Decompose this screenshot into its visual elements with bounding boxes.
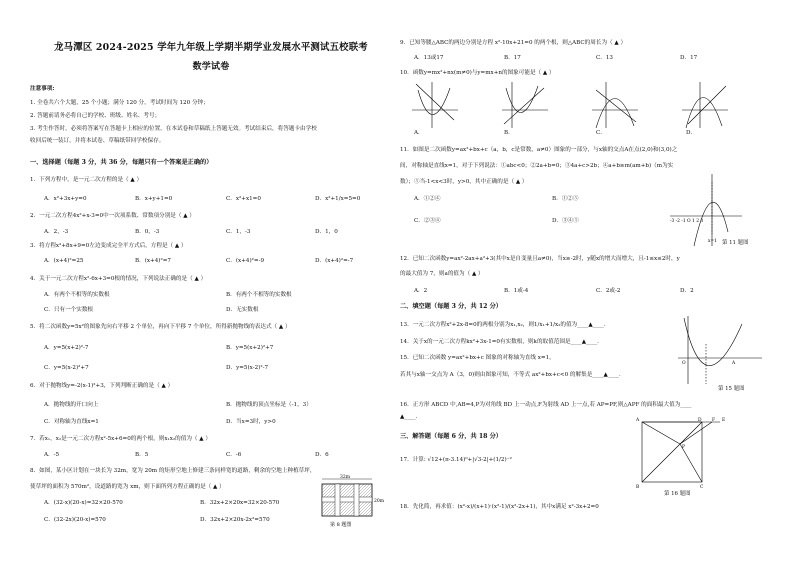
option: A．2，-3 (44, 229, 69, 235)
figure-8-road-diagram (316, 472, 382, 532)
note-item: 1. 全卷共六个大题，25 个小题；满分 120 分，考试时间为 120 分钟； (30, 100, 209, 106)
question-4: 4．关于一元二次方程x²-6x+3=0根的情况，下列说法正确的是（ ▲ ） (30, 276, 207, 282)
option: D． (686, 130, 697, 136)
option: A．(x+4)²=25 (44, 258, 84, 264)
option: C．②③④ (414, 218, 441, 224)
question-17: 17．计算: √12+(π-3.14)⁰+|√3-2|+(1/2)⁻² (400, 457, 512, 463)
option: A．x²+3x+y=0 (44, 196, 87, 202)
question-11-cont: 数）；⑤当-1<x<3时，y>0，其中正确的是（ ▲ ） (400, 179, 528, 185)
option: D．当x=3时，y>0 (226, 419, 276, 425)
option: A．13或17 (414, 55, 444, 61)
question-11-cont: 间，对称轴是直线x=1，对于下列说法：①abc<0；②2a+b=0；③4a+c>2b；④a+b≥m(am+b)（m为实 (400, 163, 674, 169)
option: C． (596, 130, 606, 136)
option: B．(x+4)²=7 (135, 258, 171, 264)
option: D．6 (315, 452, 329, 458)
question-9: 9．已知等腰△ABC的两边分别是方程 x²-10x+21=0 的两个根，则△ABC的周长为（ ▲ ） (400, 40, 627, 46)
svg-text:C: C (700, 485, 704, 490)
question-6: 6．对于抛物线y=-2(x-1)²+3，下列判断正确的是（ ▲ ） (30, 383, 174, 389)
option: B． (504, 130, 514, 136)
option: A．2 (414, 288, 428, 294)
svg-text:E: E (722, 418, 726, 423)
question-16-cont: ▲____． (400, 414, 422, 420)
section-heading: 一、选择题（每题 3 分，共 36 分，每题只有一个答案是正确的） (30, 159, 213, 166)
question-10: 10．函数y=mx²+nx(m≠0)与y=mx+n的图象可能是（ ▲ ） (400, 70, 555, 76)
option: D．无实数根 (226, 307, 259, 313)
question-1: 1．下列方程中，是一元二次方程的是（ ▲ ） (30, 177, 143, 183)
option: A．有两个不相等的实数根 (44, 292, 110, 298)
notes-heading: 注意事项: (30, 86, 55, 92)
option: B．0，-3 (135, 229, 160, 235)
fig15-caption: 第 15 题图 (718, 386, 745, 392)
question-12-cont: 的最大值为 7，则a的值为（ ▲ ） (400, 271, 484, 277)
figure-11-parabola (668, 172, 744, 248)
fig11-axis-label: x=1 (708, 239, 717, 244)
question-8-cont: 使草坪的面积为 570m²，设道路的宽为 xm，则下面所列方程正确的是（ ▲ ） (30, 484, 225, 490)
svg-text:F: F (712, 418, 716, 423)
fig8-caption: 第 8 题图 (330, 522, 352, 528)
option: B．32x+2×20x=32×20-570 (200, 500, 280, 506)
question-3: 3．将方程x²+8x+9=0左边变成完全平方式后，方程是（ ▲ ） (30, 243, 187, 249)
fig16-caption: 第 16 题图 (664, 491, 691, 497)
question-7: 7．若x₁，x₂是一元二次方程x²-5x+6=0的两个根，则x₁x₂的值为（ ▲ ） (30, 436, 211, 442)
option: C．2或-2 (596, 288, 621, 294)
note-item: 3. 考生作答时，必须将答案写在答题卡上相应的位置，在本试卷和草稿纸上答题无效。考试结束后，将答题卡由学校 (30, 126, 317, 132)
option: C．y=5(x-2)²+7 (44, 365, 89, 371)
figure-15-parabola (676, 314, 764, 390)
question-16: 16．正方形 ABCD 中,AB=4,P为对角线 BD 上一动点,F为射线 AD 上一点,若 AP=PF,则△APF 的面积最大值为____ (400, 402, 692, 408)
option: A．抛物线的开口向上 (44, 402, 99, 408)
option: C．x²+x1=0 (226, 196, 261, 202)
option: A．①②④ (414, 196, 441, 202)
option: D．x²+1/x=5=0 (315, 196, 361, 202)
svg-text:D: D (698, 418, 702, 423)
fig11-caption: 第 11 题图 (722, 240, 749, 246)
option: C．13 (596, 55, 613, 61)
option: D．17 (680, 55, 698, 61)
option: B．有两个不相等的实数根 (226, 292, 292, 298)
question-5: 5．将二次函数y=5x²的图象先向右平移 2 个单位，再向下平移 7 个单位，所得新抛物线的表达式（ ▲ ） (30, 324, 291, 330)
question-10-graphs (410, 80, 770, 138)
svg-text:-3 -2 -1 O 1 2 3: -3 -2 -1 O 1 2 3 (670, 219, 704, 224)
option: D．32x+2×20x-2x²=570 (200, 517, 270, 523)
option: C．对称轴为直线x=1 (44, 419, 99, 425)
question-18: 18．先化简，再求值：(x²-x)/(x+1)·(x²-1)/(x²-2x+1)，其中x满足 x²-3x+2=0 (400, 504, 599, 510)
question-13: 13．一元二次方程x²+2x-8=0的两根分别为x₁,x₂，则1/x₁+1/x₂的值为____▲____． (400, 322, 610, 328)
option: D．2 (680, 288, 694, 294)
question-12: 12．已知二次函数y=ax²-2ax+a²+3(其中x是自变量且a≠0)，当x≥-2时，y随x的增大而增大，且-1≤x≤2时，y (400, 256, 680, 262)
section-heading: 三、解答题（每题 6 分，共 18 分） (400, 433, 502, 440)
note-item: 收回后统一装订，并将本试卷、草稿纸带回学校保存。 (30, 138, 165, 144)
option: C．1，-3 (226, 229, 251, 235)
option: A．-5 (44, 452, 60, 458)
option: A． (414, 130, 424, 136)
svg-text:B: B (636, 485, 640, 490)
svg-text:A: A (636, 418, 640, 423)
question-15-cont: 若其与x轴一交点为 A（3，0)则由图象可知，不等式 ax²+bx+c<0 的解集是____▲____． (400, 372, 625, 378)
fig8-width-label: 20m (374, 499, 384, 504)
option: C．-6 (226, 452, 242, 458)
option: D．y=5(x-2)²-7 (226, 365, 269, 371)
option: D．(x+4)²=-7 (315, 258, 354, 264)
option: D．③④⑤ (552, 218, 579, 224)
question-14: 14．关于x的一元二次方程kx²+3x-1=0有实数根，则k的取值范围是____▲____． (400, 339, 603, 345)
option: A．(32-x)(20-x)=32×20-570 (44, 500, 123, 506)
option: B．1或-4 (504, 288, 529, 294)
note-item: 2. 答题前请务必将自己的学校、班级、姓名、考号； (30, 113, 161, 119)
section-heading: 二、填空题（每题 3 分，共 12 分） (400, 303, 502, 310)
option: B．x+y+1=0 (135, 196, 173, 202)
question-15: 15．已知二次函数 y=ax²+bx+c 图象的对称轴为直线 x=1， (400, 355, 555, 361)
option: B．5 (135, 452, 149, 458)
option: C．只有一个实数根 (44, 307, 94, 313)
option: C．(x+4)²=-9 (226, 258, 265, 264)
svg-text:A: A (732, 361, 736, 366)
question-11: 11．如图是二次函数y=ax²+bx+c（a，b，c是常数，a≠0）图象的一部分，与x轴的交点A在点(2,0)和(3,0)之 (400, 147, 678, 153)
svg-text:O: O (682, 361, 686, 366)
exam-subtitle: 数学试卷 (192, 62, 230, 72)
option: B．17 (504, 55, 521, 61)
figure-16-square (636, 416, 756, 492)
option: B．y=5(x+2)²+7 (226, 345, 274, 351)
question-2: 2．一元二次方程4x²+x-3=0中一次项系数、常数项分别是（ ▲ ） (30, 213, 195, 219)
question-8: 8．如图，某小区计划在一块长为 32m，宽为 20m 的矩形空地上修建三条同样宽的道路，剩余的空地上种植草坪， (30, 468, 316, 474)
fig8-length-label: 32m (340, 475, 350, 480)
svg-text:P: P (682, 445, 685, 450)
option: C．(32-2x)(20-x)=570 (44, 517, 106, 523)
option: B．抛物线的顶点坐标是（-1，3） (226, 402, 312, 408)
option: D．1，0 (315, 229, 338, 235)
option: B．①②⑤ (552, 196, 579, 202)
option: A．y=5(x+2)²-7 (44, 345, 89, 351)
exam-title: 龙马潭区 2024-2025 学年九年级上学期半期学业发展水平测试五校联考 (54, 42, 368, 53)
